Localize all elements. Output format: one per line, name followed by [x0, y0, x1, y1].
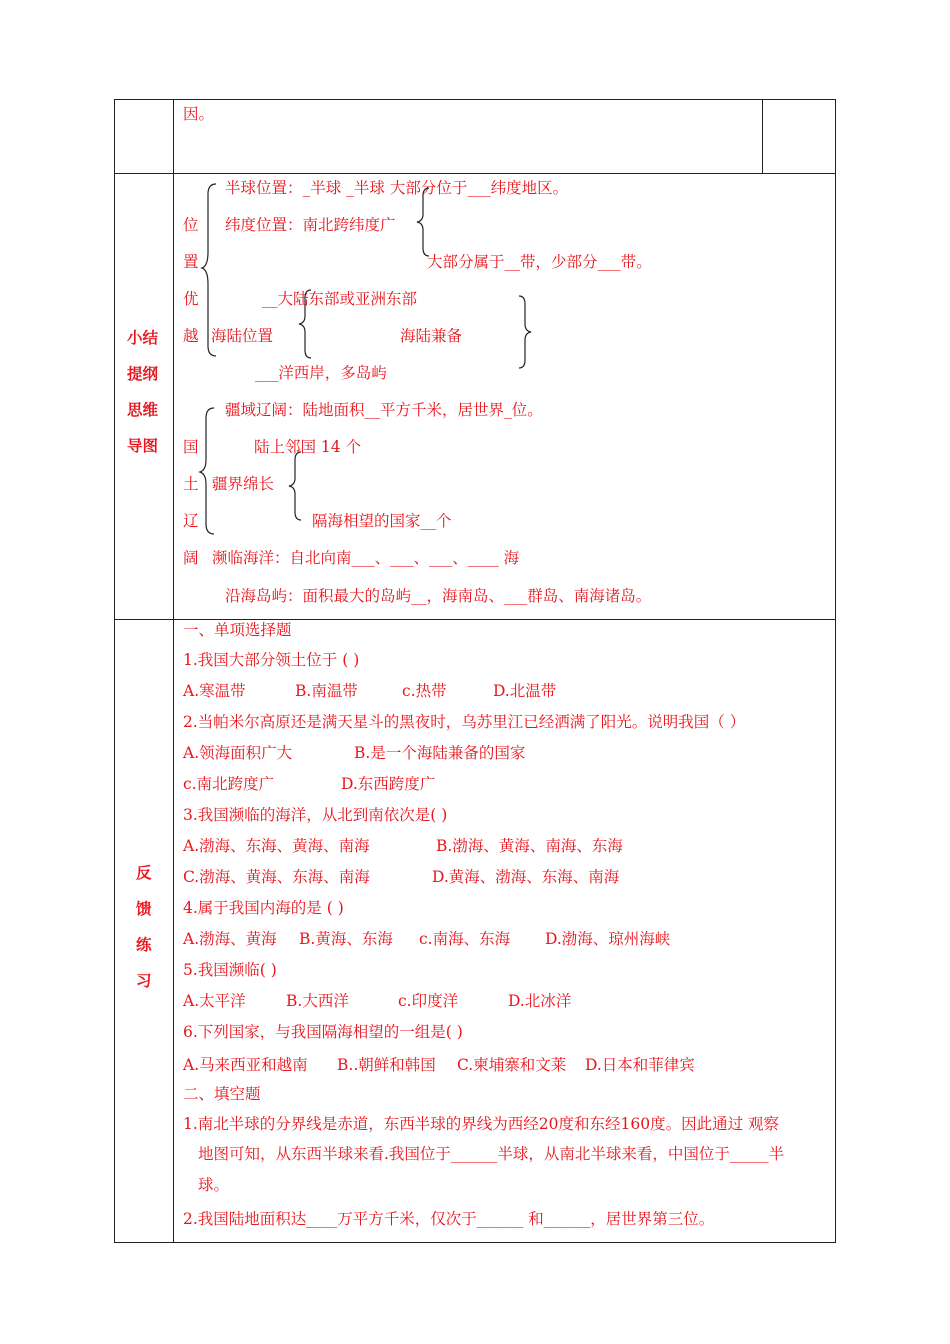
q4-option-b: B.黄海、东海	[299, 930, 393, 948]
fill-1-line-1: 1.南北半球的分界线是赤道，东西半球的界线为西经20度和东经160度。因此通过 观察	[183, 1115, 780, 1133]
q4-option-d: D.渤海、琼州海峡	[545, 930, 671, 948]
practice-label-3: 练	[136, 936, 152, 954]
q2-option-d: D.东西跨度广	[341, 775, 436, 793]
table-right-border	[835, 99, 836, 1242]
latitude-brace	[415, 186, 437, 258]
continent-position: __大陆东部或亚洲东部	[262, 290, 418, 308]
fill-1-line-2: 地图可知，从东西半球来看.我国位于______半球，从南北半球来看，中国位于_____半	[198, 1145, 785, 1163]
section-fill-in: 二、填空题	[183, 1085, 261, 1103]
territory-area: 疆域辽阔：陆地面积__平方千米，居世界_位。	[225, 401, 543, 419]
section-multiple-choice: 一、单项选择题	[183, 621, 292, 639]
q3-option-d: D.黄海、渤海、东海、南海	[432, 868, 620, 886]
location-char-3: 优	[183, 290, 199, 308]
location-char-4: 越	[183, 327, 199, 345]
summary-label-2: 提纲	[127, 365, 159, 383]
q2-option-a: A.领海面积广大	[183, 744, 293, 762]
territory-char-3: 辽	[183, 512, 199, 530]
border-brace	[287, 450, 309, 524]
q1-option-b: B.南温带	[295, 682, 358, 700]
table-bottom-border	[114, 1242, 836, 1243]
q4-option-a: A.渤海、黄海	[183, 930, 277, 948]
sea-land-position: 海陆位置	[211, 327, 274, 345]
row-divider-1	[114, 173, 836, 174]
q6-option-d: D.日本和菲律宾	[585, 1056, 695, 1074]
q3-option-a: A.渤海、东海、黄海、南海	[183, 837, 370, 855]
practice-label-4: 习	[136, 972, 152, 990]
q1-option-d: D.北温带	[493, 682, 557, 700]
q6-option-a: A.马来西亚和越南	[183, 1056, 308, 1074]
label-column-divider	[173, 99, 174, 1242]
sea-land-closing-brace	[515, 294, 537, 370]
territory-brace	[198, 404, 220, 538]
summary-label-1: 小结	[127, 329, 159, 347]
fill-1-line-3: 球。	[198, 1176, 230, 1194]
table-left-border	[114, 99, 115, 1242]
land-neighbors: 陆上邻国 14 个	[254, 438, 362, 456]
q1-option-c: c.热带	[402, 682, 447, 700]
territory-char-2: 土	[183, 475, 199, 493]
top-row-inner-divider	[762, 99, 763, 173]
latitude-position: 纬度位置：南北跨纬度广	[225, 216, 396, 234]
q3-option-c: C.渤海、黄海、东海、南海	[183, 868, 370, 886]
territory-char-4: 阔	[183, 549, 199, 567]
border-length: 疆界绵长	[212, 475, 275, 493]
q1-option-a: A.寒温带	[183, 682, 246, 700]
sea-land-brace	[297, 288, 319, 360]
q3-option-b: B.渤海、黄海、南海、东海	[436, 837, 623, 855]
question-6: 6.下列国家，与我国隔海相望的一组是( )	[183, 1023, 463, 1041]
sea-land-combined: 海陆兼备	[400, 327, 463, 345]
practice-label-2: 馈	[136, 900, 152, 918]
q2-option-c: c.南北跨度广	[183, 775, 275, 793]
q5-option-a: A.太平洋	[183, 992, 246, 1010]
q5-option-b: B.大西洋	[286, 992, 349, 1010]
fill-2: 2.我国陆地面积达____万平方千米，仅次于______ 和______，居世界第三位。	[183, 1210, 715, 1228]
practice-label-1: 反	[136, 864, 152, 882]
question-2: 2.当帕米尔高原还是满天星斗的黑夜时，乌苏里江已经洒满了阳光。说明我国（ ）	[183, 713, 746, 731]
summary-label-3: 思维	[127, 401, 159, 419]
coastal-islands: 沿海岛屿：面积最大的岛屿__，海南岛、___群岛、南海诸岛。	[225, 587, 652, 605]
question-4: 4.属于我国内海的是 ( )	[183, 899, 344, 917]
table-top-border	[114, 99, 836, 100]
summary-label-4: 导图	[127, 437, 159, 455]
question-3: 3.我国濒临的海洋，从北到南依次是( )	[183, 806, 448, 824]
q2-option-b: B.是一个海陆兼备的国家	[354, 744, 526, 762]
q4-option-c: c.南海、东海	[419, 930, 511, 948]
question-5: 5.我国濒临( )	[183, 961, 277, 979]
sea-neighbors: 隔海相望的国家__个	[312, 512, 452, 530]
temperature-zones: 大部分属于__带，少部分___带。	[427, 253, 652, 271]
q5-option-c: c.印度洋	[398, 992, 459, 1010]
question-1: 1.我国大部分领土位于 ( )	[183, 651, 360, 669]
location-char-2: 置	[183, 253, 199, 271]
bordering-seas: 濒临海洋：自北向南___、___、___、____ 海	[212, 549, 520, 567]
q6-option-b: B..朝鲜和韩国	[337, 1056, 436, 1074]
q5-option-d: D.北冰洋	[508, 992, 572, 1010]
hemisphere-position: 半球位置：_半球 _半球 大部分位于___纬度地区。	[225, 179, 569, 197]
top-row-text: 因。	[183, 105, 215, 123]
territory-char-1: 国	[183, 438, 199, 456]
location-char-1: 位	[183, 216, 199, 234]
q6-option-c: C.柬埔寨和文莱	[457, 1056, 567, 1074]
ocean-position: ___洋西岸，多岛屿	[255, 364, 387, 382]
